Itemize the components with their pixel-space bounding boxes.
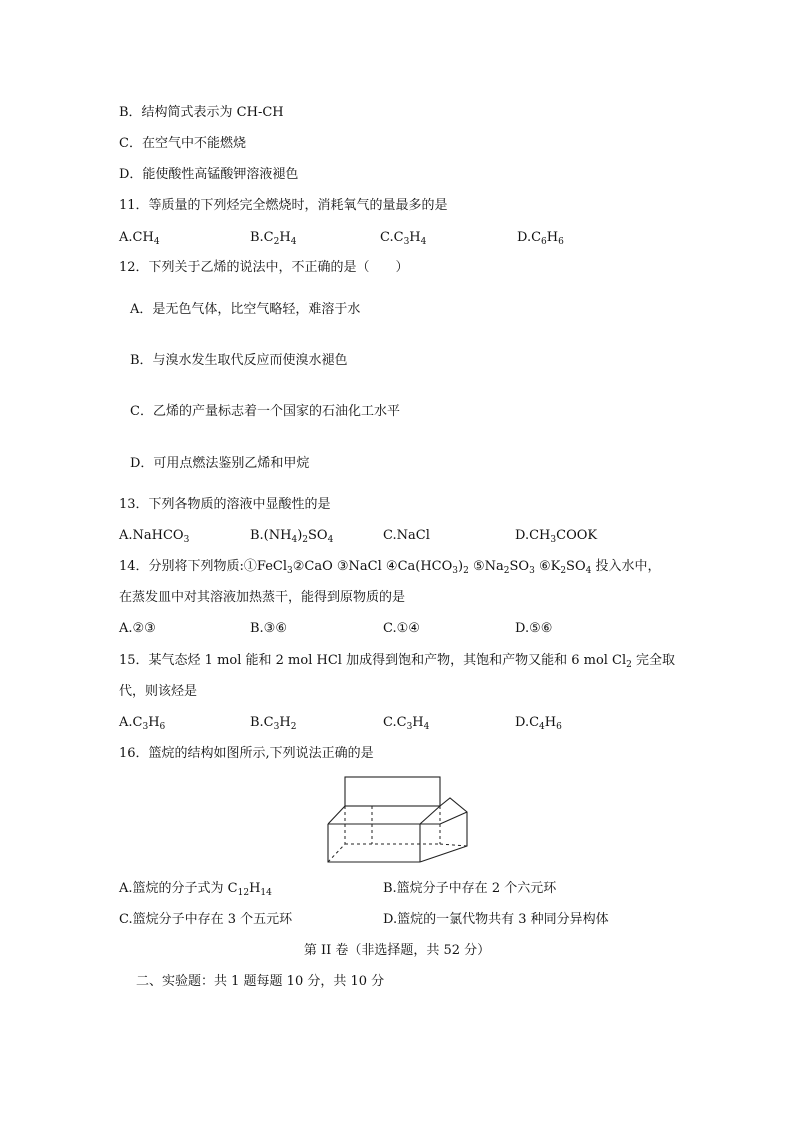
figure-right-upper <box>440 812 467 824</box>
q16-option-c: C.篮烷分子中存在 3 个五元环 <box>119 912 293 927</box>
q16-option-d: D.篮烷的一氯代物共有 3 种同分异构体 <box>383 912 609 927</box>
q14-option-b: B.③⑥ <box>250 621 287 636</box>
figure-bottom-front <box>328 824 420 862</box>
q12-option-b: B．与溴水发生取代反应而使溴水褪色 <box>130 353 348 368</box>
q12-option-d: D．可用点燃法鉴别乙烯和甲烷 <box>130 456 310 471</box>
q15-stem: 15．某气态烃 1 mol 能和 2 mol HCl 加成得到饱和产物，其饱和产物又能和 6 mol $Cl_2$ 完全取 <box>119 653 676 670</box>
q10-option-d: D．能使酸性高锰酸钾溶液褪色 <box>119 167 299 182</box>
q16-stem: 16．篮烷的结构如图所示,下列说法正确的是 <box>119 746 374 761</box>
q16-option-a: A.篮烷的分子式为 $C_{12}H_{14}$ <box>119 881 272 898</box>
q11-option-b: $B.C_2H_4$ <box>250 230 297 247</box>
q14-stem-continued: 在蒸发皿中对其溶液加热蒸干，能得到原物质的是 <box>119 590 406 605</box>
q13-option-d: $D.CH_3COOK$ <box>515 528 598 545</box>
q11-stem: 11．等质量的下列烃完全燃烧时，消耗氧气的量最多的是 <box>119 198 448 213</box>
section-heading-experiment: 二、实验题：共 1 题每题 10 分，共 10 分 <box>136 974 385 989</box>
q13-option-b: $B.(NH_4)_2SO_4$ <box>250 528 334 545</box>
q12-option-a: A．是无色气体，比空气略轻，难溶于水 <box>130 302 361 317</box>
q15-stem-continued: 代，则该烃是 <box>119 684 198 699</box>
q15-option-b: $B.C_3H_2$ <box>250 715 297 732</box>
q11-option-c: $C.C_3H_4$ <box>380 230 427 247</box>
figure-right-prism <box>420 798 467 862</box>
q15-option-a: $A.C_3H_6$ <box>119 715 166 732</box>
figure-left-slant <box>328 806 345 824</box>
q13-option-c: C.NaCl <box>383 528 430 543</box>
q13-option-a: A.NaHCO$_3$ <box>119 528 190 545</box>
q14-option-d: D.⑤⑥ <box>515 621 553 636</box>
q14-stem: 14．分别将下列物质:①FeCl$_3$②CaO ③NaCl $④Ca(HCO_3)_2$ $⑤Na_2SO_3$ $⑥K_2SO_4$ 投入水中， <box>119 559 661 576</box>
figure-mid-slant <box>420 806 440 824</box>
q10-option-c: C．在空气中不能燃烧 <box>119 136 246 151</box>
q14-option-c: C.①④ <box>383 621 420 636</box>
q12-option-c: C．乙烯的产量标志着一个国家的石油化工水平 <box>130 404 400 419</box>
q15-option-d: $D.C_4H_6$ <box>515 715 562 732</box>
q12-stem: 12．下列关于乙烯的说法中，不正确的是（ ） <box>119 260 409 275</box>
q16-option-b: B.篮烷分子中存在 2 个六元环 <box>383 881 557 896</box>
q11-option-d: $D.C_6H_6$ <box>517 230 564 247</box>
q11-option-a: $A.CH_4$ <box>119 230 160 247</box>
q15-option-c: $C.C_3H_4$ <box>383 715 430 732</box>
figure-hidden-right <box>440 844 467 846</box>
basketane-structure-figure <box>320 772 470 868</box>
figure-top-face <box>345 777 440 806</box>
figure-hidden-left <box>328 844 345 862</box>
q13-stem: 13．下列各物质的溶液中显酸性的是 <box>119 497 331 512</box>
part2-title: 第 II 卷（非选择题，共 52 分） <box>303 943 491 958</box>
q10-option-b: B．结构简式表示为 CH-CH <box>119 105 284 120</box>
q14-option-a: A.②③ <box>119 621 156 636</box>
